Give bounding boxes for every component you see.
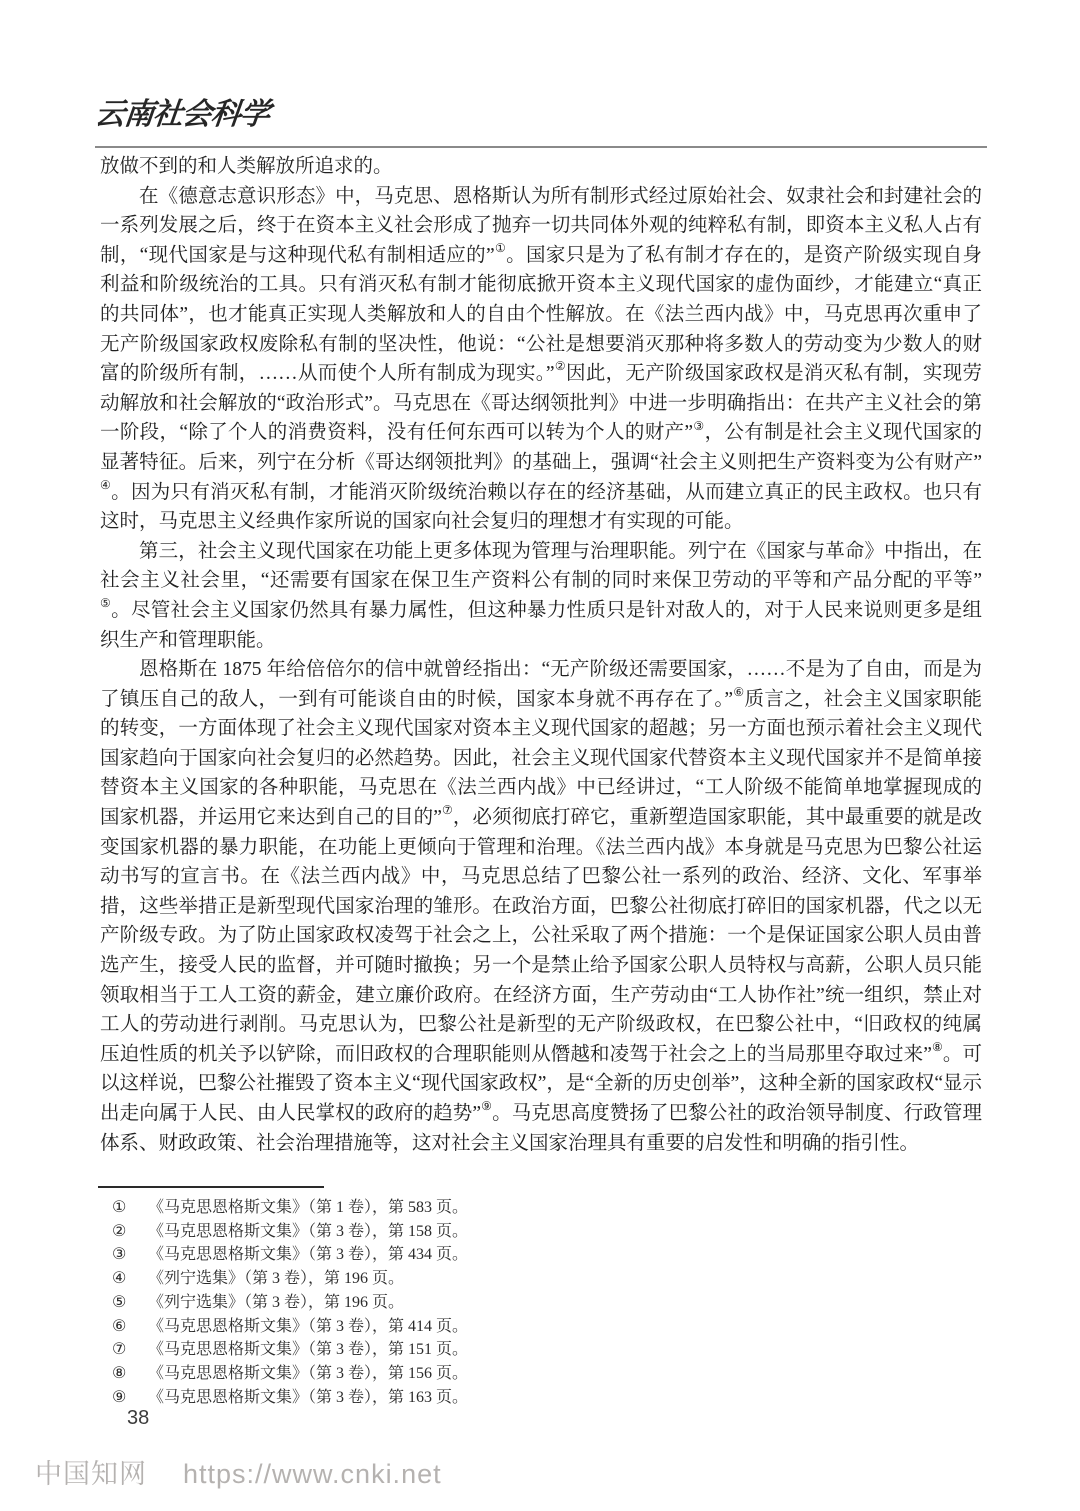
paragraph: 第三，社会主义现代国家在功能上更多体现为管理与治理职能。列宁在《国家与革命》中指出，在社会主义社会里，“还需要有国家在保卫生产资料公有制的同时来保卫劳动的平等和产品分配的平等”⑤。尽管社会主义国家仍然具有暴力属性，但这种暴力性质只是针对敌人的，对于人民来说则更多是组织生产和管理职能。 [100, 540, 982, 651]
footnote-ref: ⑨ [481, 1099, 493, 1114]
footnote-marker: ① [112, 1199, 127, 1216]
page-header [95, 98, 987, 132]
footnote-text: 《马克思恩格斯文集》（第 3 卷），第 158 页。 [148, 1222, 469, 1240]
footnote-text: 《马克思恩格斯文集》（第 3 卷），第 151 页。 [148, 1341, 469, 1359]
footnote-text: 《马克思恩格斯文集》（第 3 卷），第 156 页。 [148, 1364, 469, 1382]
footnote-text: 《列宁选集》（第 3 卷），第 196 页。 [148, 1293, 405, 1311]
footnote-text: 《马克思恩格斯文集》（第 3 卷），第 414 页。 [148, 1317, 469, 1335]
footnote-marker: ⑤ [112, 1293, 127, 1311]
footnote-item [100, 1243, 982, 1267]
watermark-url: https://www.cnki.net [183, 1459, 442, 1489]
footnote-item [100, 1267, 982, 1291]
footnote-text: 《马克思恩格斯文集》（第 3 卷），第 434 页。 [148, 1246, 469, 1264]
footnote-marker: ⑧ [112, 1364, 127, 1382]
footnote-ref: ④ [100, 477, 112, 492]
footnote-ref: ① [494, 241, 507, 256]
header-rule [95, 146, 987, 148]
footnote-ref: ⑥ [733, 684, 745, 699]
journal-logo: 云南社会科学 [93, 97, 271, 132]
footnote-marker: ④ [112, 1270, 127, 1288]
footnote-text: 《马克思恩格斯文集》（第 3 卷），第 163 页。 [148, 1388, 469, 1406]
page-number: 38 [127, 1407, 150, 1429]
footnote-item [100, 1315, 982, 1339]
footnote-item [100, 1338, 982, 1362]
watermark-site-name: 中国知网 [35, 1459, 147, 1489]
article-body [100, 152, 982, 1176]
footnote-text: 《马克思恩格斯文集》（第 1 卷），第 583 页。 [148, 1199, 469, 1216]
footnote-marker: ⑥ [112, 1317, 127, 1335]
footnote-marker: ⑦ [112, 1341, 127, 1359]
footnote-marker: ② [112, 1222, 127, 1240]
footnote-marker: ③ [112, 1246, 127, 1264]
paragraph: 恩格斯在 1875 年给倍倍尔的信中就曾经指出：“无产阶级还需要国家，……不是为了自由，而是为了镇压自己的敌人，一到有可能谈自由的时候，国家本身就不再存在了。”⑥质言之，社会主义国家职能的转变，一方面体现了社会主义现代国家对资本主义现代国家的超越；另一方面也预示着社会主义现代国家趋向于国家向社会复归的必然趋势。因此，社会主义现代国家代替资本主义现代国家并不是简单接替资本主义国家的各种职能，马克思在《法兰西内战》中已经讲过，“工人阶级不能简单地掌握现成的国家机器，并运用它来达到自己的目的”⑦，必须彻底打碎它，重新塑造国家职能，其中最重要的就是改变国家机器的暴力职能，在功能上更倾向于管理和治理。《法兰西内战》本身就是马克思为巴黎公社运动书写的宣言书。在《法兰西内战》中，马克思总结了巴黎公社一系列的政治、经济、文化、军事举措，这些举措正是新型现代国家治理的雏形。在政治方面，巴黎公社彻底打碎旧的国家机器，代之以无产阶级专政。为了防止国家政权凌驾于社会之上，公社采取了两个措施：一个是保证国家公职人员由普选产生，接受人民的监督，并可随时撤换；另一个是禁止给予国家公职人员特权与高薪，公职人员只能领取相当于工人工资的薪金，建立廉价政府。在经济方面，生产劳动由“工人协作社”统一组织，禁止对工人的劳动进行剥削。马克思认为，巴黎公社是新型的无产阶级政权，在巴黎公社中，“旧政权的纯属压迫性质的机关予以铲除，而旧政权的合理职能则从僭越和凌驾于社会之上的当局那里夺取过来”⑧。可以这样说，巴黎公社摧毁了资本主义“现代国家政权”，是“全新的历史创举”，这种全新的国家政权“显示出走向属于人民、由人民掌权的政府的趋势”⑨。马克思高度赞扬了巴黎公社的政治领导制度、行政管理体系、财政政策、社会治理措施等，这对社会主义国家治理具有重要的启发性和明确的指引性。 [100, 659, 982, 1154]
footnote-separator [98, 1186, 324, 1188]
footnote-item [100, 1196, 982, 1220]
footnote-item [100, 1386, 982, 1410]
footnote-text: 《列宁选集》（第 3 卷），第 196 页。 [148, 1270, 405, 1288]
footnote-item [100, 1220, 982, 1244]
cnki-watermark [35, 1452, 442, 1491]
footnote-item [100, 1362, 982, 1386]
footnote-ref: ⑦ [441, 803, 453, 818]
footnote-ref: ⑤ [100, 596, 112, 611]
footnote-ref: ② [554, 359, 567, 374]
footnote-ref: ⑧ [931, 1040, 943, 1055]
footnote-marker: ⑨ [112, 1388, 127, 1406]
footnotes-list [100, 1196, 982, 1409]
paragraph: 放做不到的和人类解放所追求的。 [100, 156, 393, 177]
paragraph: 在《德意志意识形态》中，马克思、恩格斯认为所有制形式经过原始社会、奴隶社会和封建社会的一系列发展之后，终于在资本主义社会形成了抛弃一切共同体外观的纯粹私有制，即资本主义私人占有制，“现代国家是与这种现代私有制相适应的”①。国家只是为了私有制才存在的，是资产阶级实现自身利益和阶级统治的工具。只有消灭私有制才能彻底掀开资本主义现代国家的虚伪面纱，才能建立“真正的共同体”，也才能真正实现人类解放和人的自由个性解放。在《法兰西内战》中，马克思再次重申了无产阶级国家政权废除私有制的坚决性，他说：“公社是想要消灭那种将多数人的劳动变为少数人的财富的阶级所有制，……从而使个人所有制成为现实。”②因此，无产阶级国家政权是消灭私有制，实现劳动解放和社会解放的“政治形式”。马克思在《哥达纲领批判》中进一步明确指出：在共产主义社会的第一阶段，“除了个人的消费资料，没有任何东西可以转为个人的财产”③，公有制是社会主义现代国家的显著特征。后来，列宁在分析《哥达纲领批判》的基础上，强调“社会主义则把生产资料变为公有财产”④。因为只有消灭私有制，才能消灭阶级统治赖以存在的经济基础，从而建立真正的民主政权。也只有这时，马克思主义经典作家所说的国家向社会复归的理想才有实现的可能。 [100, 185, 982, 533]
footnote-ref: ③ [693, 418, 705, 433]
footnote-item [100, 1291, 982, 1315]
